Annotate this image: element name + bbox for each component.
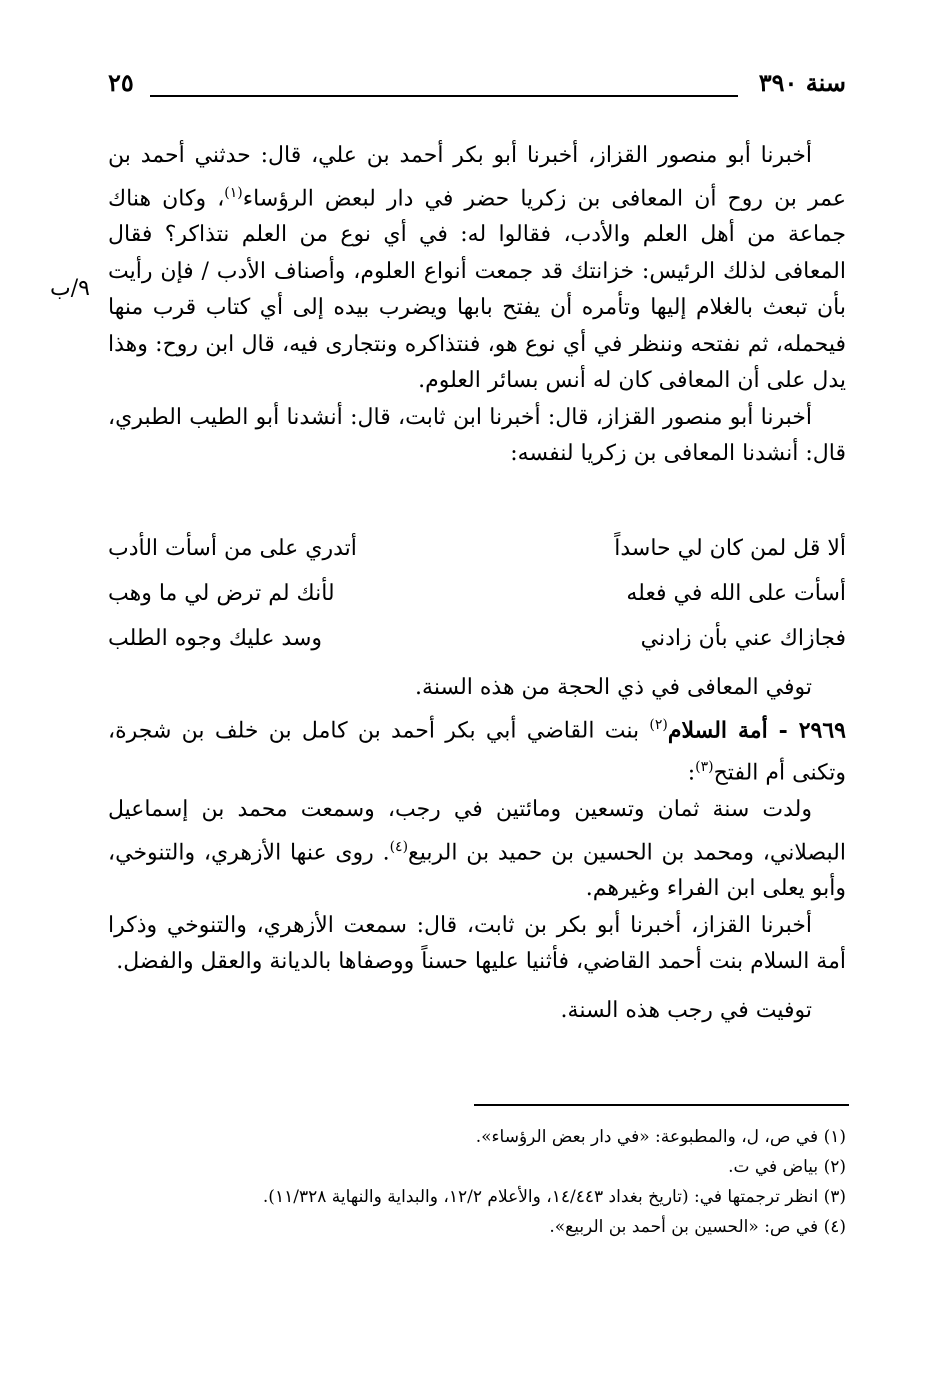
poem-verse <box>108 581 846 626</box>
paragraph-text: . روى عنها الأزهري، والتنوخي، وأبو يعلى ابن الفراء وغيرهم. <box>108 839 846 902</box>
paragraph: أخبرنا أبو منصور القزاز، قال: أخبرنا ابن ثابت، قال: أنشدنا أبو الطيب الطبري، قال: أنشدنا المعافى بن زكريا لنفسه: <box>108 404 846 467</box>
footnote: (١) في ص، ل، والمطبوعة: «في دار بعض الرؤساء». <box>475 1127 846 1147</box>
verse-first-hemistich: أسأت على الله في فعله <box>626 581 846 606</box>
paragraph-text: ، وكان هناك جماعة من أهل العلم والأدب، فقالوا له: في أي نوع من العلم نتذاكر؟ فقال المعافى لذلك الرئيس: خزانتك قد جمعت أنواع العلوم، وأصناف الأدب / فإن رأيت بأن تبعث بالغلام إليها وتأمره أن يفتح بابها ويضرب بيده إلى أي كتاب قرب منها فيحمله، ثم نفتحه وننظر في أي نوع هو، فنتذاكره ونتجارى فيه، قال ابن روح: وهذا يدل على أن المعافى كان له أنس بسائر العلوم. <box>108 185 846 394</box>
paragraph: أخبرنا القزاز، أخبرنا أبو بكر بن ثابت، قال: سمعت الأزهري، والتنوخي وذكرا أمة السلام بنت أحمد القاضي، فأثنيا عليها حسناً ووصفاها بالديانة والعقل والفضل. <box>108 912 846 975</box>
paragraph-text: أخبرنا أبو منصور القزاز، أخبرنا أبو بكر أحمد بن علي، قال: حدثني أحمد بن عمر بن روح أن المعافى بن زكريا حضر في دار لبعض الرؤساء <box>108 143 846 211</box>
verse-second-hemistich: وسد عليك وجوه الطلب <box>108 626 323 651</box>
footnote-mark: (٢) <box>649 716 668 733</box>
verse-first-hemistich: فجازاك عني بأن زادني <box>640 626 846 651</box>
verse-second-hemistich: أتدري على من أسأت الأدب <box>108 536 357 561</box>
poem <box>108 536 846 671</box>
entry-dash: - <box>767 716 799 743</box>
death-note: توفي المعافى في ذي الحجة من هذه السنة. <box>415 675 812 700</box>
footnote-mark: (٤) <box>389 838 409 855</box>
footnotes <box>108 1122 846 1242</box>
main-text-block-2 <box>108 670 846 1029</box>
page-header <box>108 68 846 108</box>
page-number: ٢٥ <box>108 68 134 97</box>
running-title: سنة ٣٩٠ <box>758 68 846 97</box>
verse-first-hemistich: ألا قل لمن كان لي حاسداً <box>614 536 846 561</box>
entry-text: : <box>687 760 696 786</box>
header-rule <box>150 95 738 97</box>
biography-entry-heading <box>108 707 846 793</box>
verse-second-hemistich: لأنك لم ترض لي ما وهب <box>108 581 335 606</box>
footnote: (٤) في ص: «الحسين بن أحمد بن الربيع». <box>549 1217 846 1237</box>
poem-verse <box>108 626 846 671</box>
manuscript-folio-note: ٩/ب <box>50 276 90 301</box>
poem-verse <box>108 536 846 581</box>
paragraph <box>108 138 846 400</box>
footnote-mark: (٣) <box>695 759 714 776</box>
footnote-rule <box>474 1104 849 1106</box>
footnote: (٣) انظر ترجمتها في: (تاريخ بغداد ١٤/٤٤٣، والأعلام ١٢/٢، والبداية والنهاية ١١/٣٢٨). <box>262 1187 846 1207</box>
footnote: (٢) بياض في ت. <box>728 1157 846 1177</box>
paragraph: توفيت في رجب هذه السنة. <box>560 997 812 1023</box>
entry-name: أمة السلام <box>667 716 768 743</box>
entry-number: ٢٩٦٩ <box>798 716 846 743</box>
paragraph-text: ولدت سنة ثمان وتسعين ومائتين في رجب، وسمعت محمد بن إسماعيل البصلاني، ومحمد بن الحسين بن حميد بن الربيع <box>108 797 846 865</box>
entry-text: بنت القاضي أبي بكر أحمد بن كامل بن خلف بن شجرة، وتكنى أم الفتح <box>108 717 846 786</box>
main-text-block-1 <box>108 138 846 473</box>
paragraph <box>108 792 846 908</box>
footnote-mark: (١) <box>224 184 243 201</box>
